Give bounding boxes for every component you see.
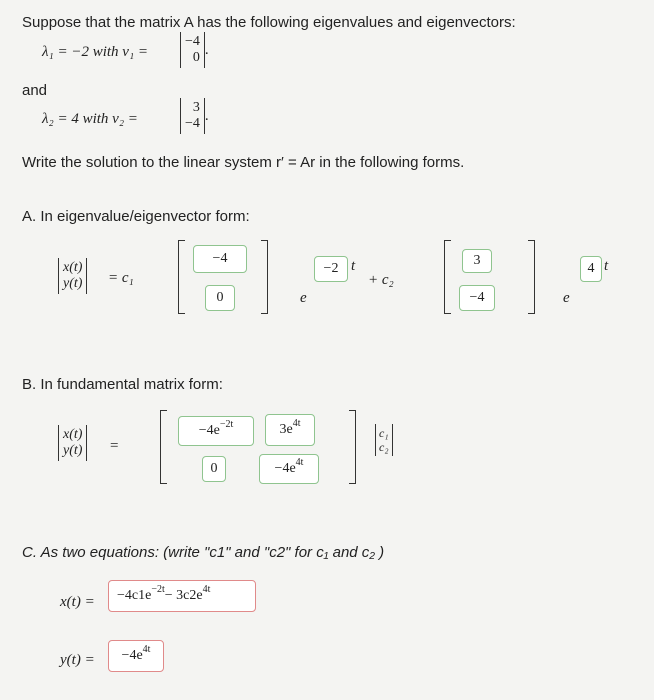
instruction-text: Write the solution to the linear system r′ = Ar in the following forms. (22, 154, 465, 171)
part-b-m12-base: 3e (279, 422, 293, 437)
part-c-x-term-2-exponent: 4t (202, 583, 211, 595)
part-b-matrix-right-bracket (349, 410, 356, 484)
part-a-v2-right-bracket (528, 240, 535, 314)
part-b-m22-exponent: 4t (295, 456, 304, 468)
part-c-x-input[interactable] (108, 580, 256, 612)
part-b-m21-input[interactable]: 0 (202, 456, 226, 482)
part-a-plus-c2: + c₂ (368, 272, 394, 288)
part-b-m11-exponent: −2t (219, 418, 234, 430)
part-a-e2: e (563, 290, 570, 306)
part-b-c1: c₁ (379, 426, 389, 440)
eigenpair-2-label: λ₂ = 4 with v₂ = (42, 111, 138, 127)
part-a-v1-entry-1-input[interactable]: −4 (193, 245, 247, 273)
part-b-y-label: y(t) (63, 443, 83, 458)
part-c-y-input[interactable] (108, 640, 164, 672)
part-a-e1: e (300, 290, 307, 306)
part-c-x-term-1: −4c1e (117, 588, 152, 603)
part-a-lhs-vector (58, 258, 87, 294)
part-b-m11-base: −4e (198, 423, 220, 438)
part-b-m12-exponent: 4t (292, 417, 301, 429)
part-c-x-term-2: − 3c2e (164, 588, 203, 603)
part-a-v1-left-bracket (178, 240, 185, 314)
part-a-t2: t (604, 258, 609, 274)
part-b-m22-base: −4e (274, 461, 296, 476)
part-a-exponent-2-input[interactable]: 4 (580, 256, 602, 282)
part-a-v2-left-bracket (444, 240, 451, 314)
part-b-matrix-left-bracket (160, 410, 167, 484)
part-a-exponent-1-input[interactable]: −2 (314, 256, 348, 282)
part-b-m11-input[interactable] (178, 416, 254, 446)
part-b-equals: = (110, 438, 119, 454)
eigenpair-1-label: λ₁ = −2 with v₁ = (42, 44, 149, 60)
part-c-x-term-1-exponent: −2t (151, 583, 165, 595)
part-c-y-term-exponent: 4t (142, 643, 151, 655)
intro-text: Suppose that the matrix A has the following eigenvalues and eigenvectors: (22, 14, 516, 31)
part-b-heading: B. In fundamental matrix form: (22, 376, 223, 393)
part-c-y-label: y(t) = (60, 652, 95, 668)
part-b-m22-input[interactable] (259, 454, 319, 484)
part-a-y-label: y(t) (63, 276, 83, 291)
part-a-v2-entry-2-input[interactable]: −4 (459, 285, 495, 311)
part-a-t1: t (351, 258, 356, 274)
eigenvector-1-entry-1: −4 (185, 34, 200, 49)
part-a-v1-entry-2-input[interactable]: 0 (205, 285, 235, 311)
eigenvector-2-entry-1: 3 (192, 100, 200, 115)
part-c-x-label: x(t) = (60, 594, 95, 610)
part-b-lhs-vector (58, 425, 87, 461)
part-c-heading: C. As two equations: (write "c1" and "c2" for c₁ and c₂ ) (22, 544, 385, 561)
part-a-x-label: x(t) (63, 260, 83, 275)
eigenvector-1: −4 0 . (180, 32, 209, 68)
eigenvector-2: 3 −4 . (180, 98, 209, 134)
part-b-x-label: x(t) (63, 427, 83, 442)
eigenvector-2-entry-2: −4 (185, 116, 200, 131)
eigenvector-1-entry-2: 0 (192, 50, 200, 65)
part-a-v1-right-bracket (261, 240, 268, 314)
part-b-c-vector (375, 424, 393, 456)
part-b-c2: c₂ (379, 440, 389, 454)
part-a-v2-entry-1-input[interactable]: 3 (462, 249, 492, 273)
part-b-m12-input[interactable] (265, 414, 315, 446)
part-a-eq-c1: = c₁ (108, 270, 134, 286)
part-c-y-term: −4e (121, 648, 143, 663)
and-label: and (22, 82, 48, 99)
part-a-heading: A. In eigenvalue/eigenvector form: (22, 208, 250, 225)
